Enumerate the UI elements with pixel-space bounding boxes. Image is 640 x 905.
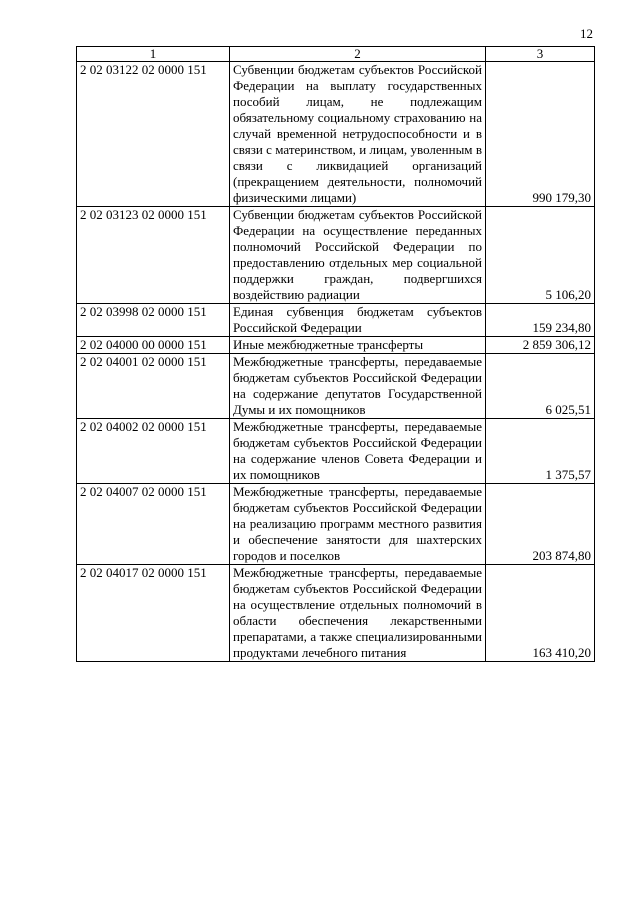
budget-code: 2 02 04017 02 0000 151 bbox=[77, 565, 230, 662]
budget-description: Межбюджетные трансферты, передаваемые бюджетам субъектов Российской Федерации на осуществление отдельных полномочий в области обеспечения лекарственными препаратами, а также специализированными продуктами лечебного питания bbox=[230, 565, 486, 662]
budget-table bbox=[76, 46, 595, 662]
budget-amount: 159 234,80 bbox=[486, 304, 595, 337]
budget-amount: 163 410,20 bbox=[486, 565, 595, 662]
table-row bbox=[77, 304, 595, 337]
table-row bbox=[77, 337, 595, 354]
column-header-1: 1 bbox=[77, 47, 230, 62]
budget-code: 2 02 03998 02 0000 151 bbox=[77, 304, 230, 337]
budget-code: 2 02 04000 00 0000 151 bbox=[77, 337, 230, 354]
budget-description: Субвенции бюджетам субъектов Российской Федерации на осуществление переданных полномочий Российской Федерации по предоставлению отдельных мер социальной поддержки граждан, подвергшихся воздействию радиации bbox=[230, 207, 486, 304]
table-header-row bbox=[77, 47, 595, 62]
column-header-2: 2 bbox=[230, 47, 486, 62]
budget-code: 2 02 04007 02 0000 151 bbox=[77, 484, 230, 565]
budget-description: Иные межбюджетные трансферты bbox=[230, 337, 486, 354]
budget-code: 2 02 03122 02 0000 151 bbox=[77, 62, 230, 207]
budget-code: 2 02 04001 02 0000 151 bbox=[77, 354, 230, 419]
budget-amount: 6 025,51 bbox=[486, 354, 595, 419]
budget-description: Субвенции бюджетам субъектов Российской Федерации на выплату государственных пособий лицам, не подлежащим обязательному социальному страхованию на случай временной нетрудоспособности и в связи с материнством, и лицам, уволенным в связи с ликвидацией организаций (прекращением деятельности, полномочий физическими лицами) bbox=[230, 62, 486, 207]
column-header-3: 3 bbox=[486, 47, 595, 62]
budget-amount: 990 179,30 bbox=[486, 62, 595, 207]
budget-amount: 1 375,57 bbox=[486, 419, 595, 484]
table-row bbox=[77, 207, 595, 304]
table-row bbox=[77, 354, 595, 419]
table-row bbox=[77, 419, 595, 484]
budget-amount: 203 874,80 bbox=[486, 484, 595, 565]
table-row bbox=[77, 565, 595, 662]
budget-description: Межбюджетные трансферты, передаваемые бюджетам субъектов Российской Федерации на реализацию программ местного развития и обеспечение занятости для шахтерских городов и поселков bbox=[230, 484, 486, 565]
budget-amount: 2 859 306,12 bbox=[486, 337, 595, 354]
budget-code: 2 02 04002 02 0000 151 bbox=[77, 419, 230, 484]
table-row bbox=[77, 62, 595, 207]
budget-description: Межбюджетные трансферты, передаваемые бюджетам субъектов Российской Федерации на содержание членов Совета Федерации и их помощников bbox=[230, 419, 486, 484]
budget-code: 2 02 03123 02 0000 151 bbox=[77, 207, 230, 304]
budget-amount: 5 106,20 bbox=[486, 207, 595, 304]
page-number: 12 bbox=[580, 26, 593, 41]
budget-description: Единая субвенция бюджетам субъектов Российской Федерации bbox=[230, 304, 486, 337]
table-row bbox=[77, 484, 595, 565]
budget-description: Межбюджетные трансферты, передаваемые бюджетам субъектов Российской Федерации на содержание депутатов Государственной Думы и их помощников bbox=[230, 354, 486, 419]
